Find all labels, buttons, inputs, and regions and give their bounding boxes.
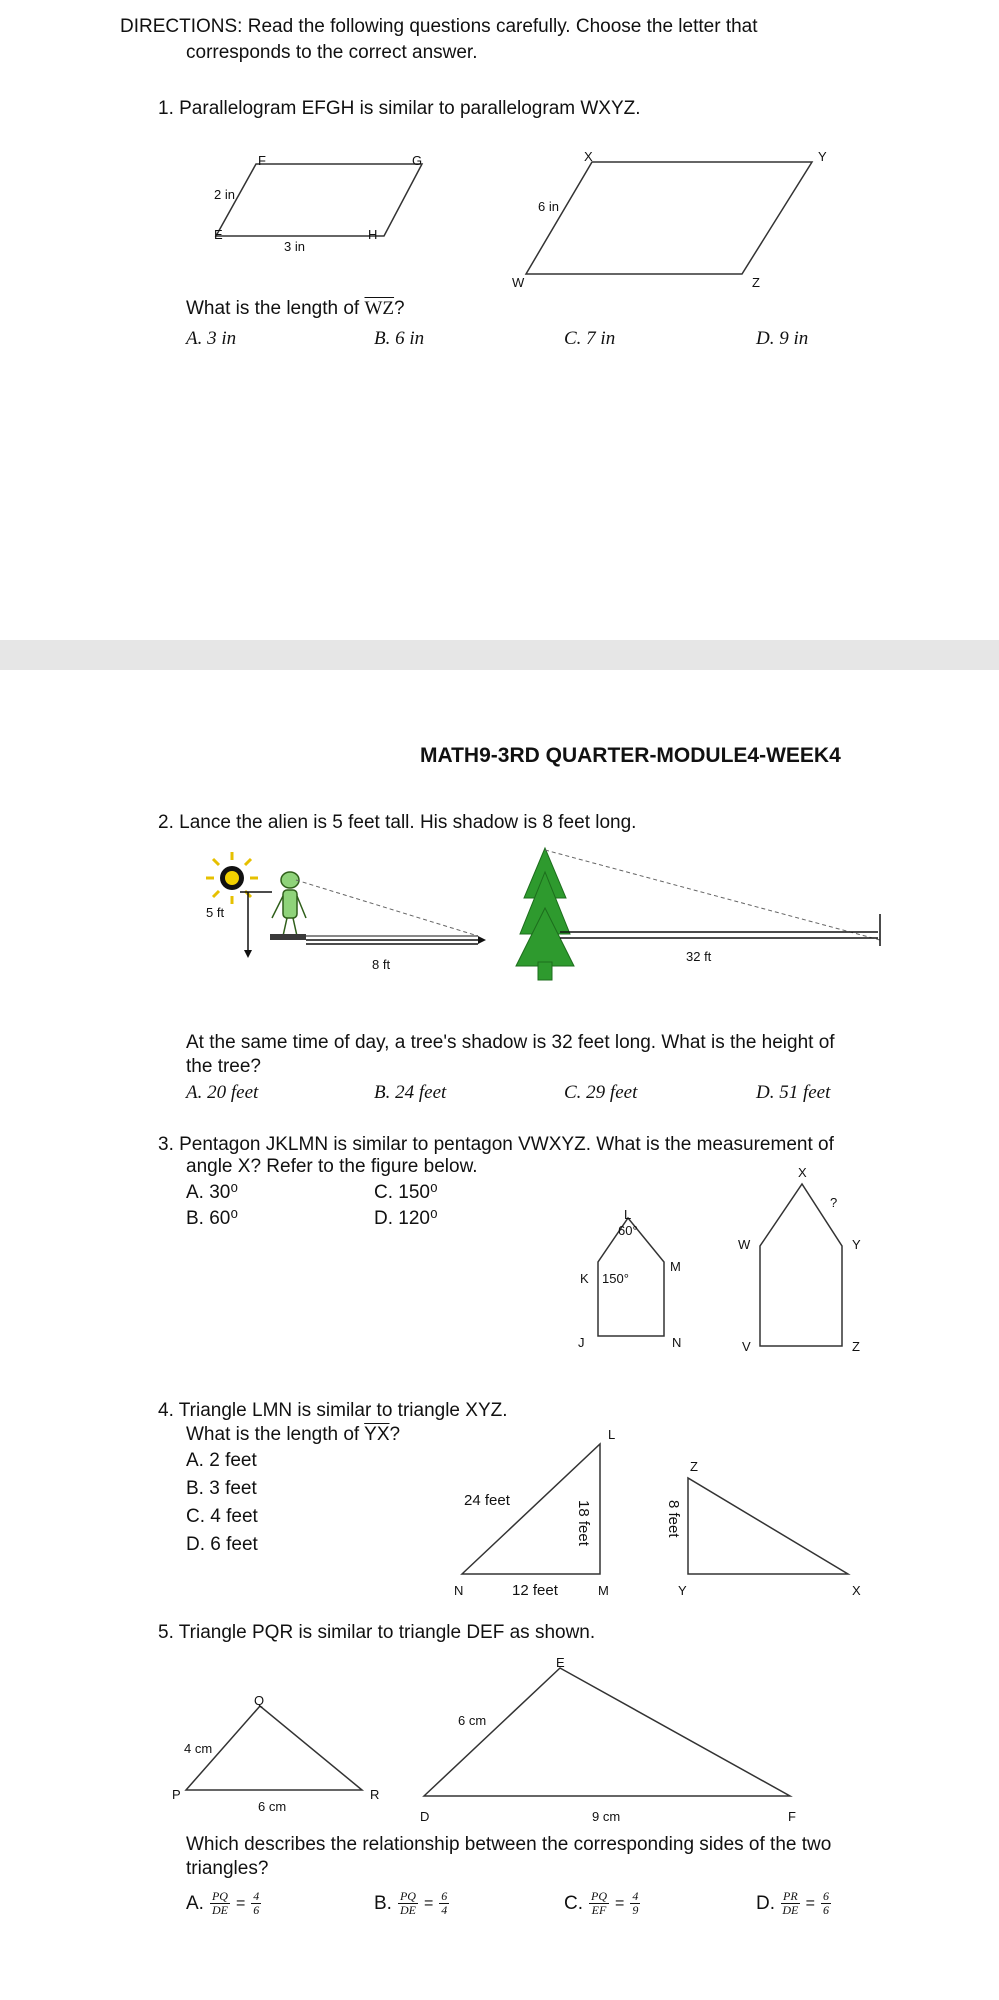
q5-label-6cm-small: 6 cm — [258, 1799, 287, 1814]
q5-option-a-equals: = — [235, 1894, 246, 1912]
q1-label-H: H — [368, 227, 378, 242]
q5-a-rnum: 4 — [253, 1889, 260, 1903]
q1-option-a[interactable]: A. 3 in — [186, 328, 237, 349]
q5-c-lden: EF — [591, 1903, 607, 1917]
q5-label-9cm: 9 cm — [592, 1809, 621, 1824]
q5-option-b-right-fraction — [439, 1890, 449, 1917]
q2-option-a[interactable]: A. 20 feet — [186, 1082, 259, 1103]
q5-b-lden: DE — [399, 1903, 416, 1917]
q5-option-c-letter: C. — [564, 1892, 583, 1914]
q1-option-b[interactable]: B. 6 in — [374, 328, 425, 349]
directions-line-2: corresponds to the correct answer. — [186, 42, 478, 63]
q2-label-5ft: 5 ft — [206, 905, 225, 920]
q1-stem: 1. Parallelogram EFGH is similar to parallelogram WXYZ. — [158, 98, 641, 119]
q2-stem: 2. Lance the alien is 5 feet tall. His shadow is 8 feet long. — [158, 812, 637, 833]
directions-line-1: DIRECTIONS: Read the following questions carefully. Choose the letter that — [120, 16, 758, 37]
q5-c-rden: 9 — [632, 1903, 639, 1917]
q5-c-lnum: PQ — [591, 1889, 607, 1903]
q5-option-d-left-fraction — [781, 1890, 800, 1917]
q5-option-c-right-fraction — [630, 1890, 640, 1917]
q4-prompt-end: ? — [389, 1424, 401, 1445]
q4-option-d[interactable]: D. 6 feet — [186, 1534, 258, 1555]
q4-prompt-text: What is the length of — [186, 1424, 365, 1445]
q5-option-b-letter: B. — [374, 1892, 392, 1914]
q5-option-b-equals: = — [423, 1894, 434, 1912]
q5-question-line-1: Which describes the relationship between the corresponding sides of the two — [186, 1834, 832, 1855]
q5-option-d-right-fraction — [821, 1890, 831, 1917]
q5-a-lnum: PQ — [211, 1889, 228, 1903]
q3-label-J: J — [578, 1335, 585, 1350]
q4-label-18ft: 18 feet — [575, 1500, 592, 1546]
q4-label-N: N — [454, 1583, 464, 1598]
q5-label-F: F — [788, 1809, 796, 1824]
q4-option-c[interactable]: C. 4 feet — [186, 1506, 258, 1527]
q1-label-3in: 3 in — [284, 239, 305, 254]
q3-label-Z: Z — [852, 1339, 860, 1354]
q4-segment: $\overline{YX}$ — [364, 1424, 390, 1445]
q4-label-Z: Z — [690, 1459, 698, 1474]
q3-label-K: K — [580, 1271, 589, 1286]
q2-label-32ft: 32 ft — [686, 949, 712, 964]
q2-option-b[interactable]: B. 24 feet — [374, 1082, 447, 1103]
q5-d-rden: 6 — [823, 1903, 830, 1917]
q5-label-P: P — [172, 1787, 181, 1802]
q5-a-rden: 6 — [253, 1903, 260, 1917]
q3-option-b[interactable]: B. 60⁰ — [186, 1208, 238, 1229]
q5-option-d[interactable] — [756, 1890, 831, 1917]
q1-label-6in: 6 in — [538, 199, 559, 214]
q5-option-c-left-fraction — [589, 1890, 609, 1917]
q4-option-a[interactable]: A. 2 feet — [186, 1450, 257, 1471]
q4-option-b[interactable]: B. 3 feet — [186, 1478, 257, 1499]
q3-stem-line-1: 3. Pentagon JKLMN is similar to pentagon VWXYZ. What is the measurement of — [158, 1134, 834, 1155]
q5-option-a[interactable] — [186, 1890, 261, 1917]
q5-label-E: E — [556, 1655, 565, 1670]
module-title: MATH9-3RD QUARTER-MODULE4-WEEK4 — [420, 744, 841, 767]
q3-label-N: N — [672, 1335, 682, 1350]
q5-option-b-left-fraction — [398, 1890, 418, 1917]
q3-option-d[interactable]: D. 120⁰ — [374, 1208, 438, 1229]
q2-label-8ft: 8 ft — [372, 957, 391, 972]
q5-question-line-2: triangles? — [186, 1858, 269, 1879]
q3-option-c[interactable]: C. 150⁰ — [374, 1182, 438, 1203]
q5-b-lnum: PQ — [399, 1889, 416, 1903]
q2-question-line-2: the tree? — [186, 1056, 261, 1077]
q5-label-D: D — [420, 1809, 430, 1824]
q1-option-c[interactable]: C. 7 in — [564, 328, 616, 349]
q5-option-c-equals: = — [615, 1894, 625, 1912]
q5-b-rden: 4 — [441, 1903, 448, 1917]
q3-label-unknown: ? — [830, 1195, 838, 1210]
q5-option-a-letter: A. — [186, 1892, 204, 1914]
q4-label-X: X — [852, 1583, 861, 1598]
q4-label-8ft: 8 feet — [665, 1500, 682, 1538]
q5-option-d-equals: = — [805, 1894, 816, 1912]
q5-d-lnum: PR — [783, 1889, 798, 1903]
q1-label-F: F — [258, 153, 266, 168]
q5-d-rnum: 6 — [823, 1889, 830, 1903]
q5-label-Q: Q — [254, 1693, 265, 1708]
q3-label-M: M — [670, 1259, 681, 1274]
q3-label-V: V — [742, 1339, 751, 1354]
q3-label-150: 150° — [602, 1271, 629, 1286]
q2-option-d[interactable]: D. 51 feet — [756, 1082, 831, 1103]
q3-stem-line-2: angle X? Refer to the figure below. — [186, 1156, 478, 1177]
q1-option-d[interactable]: D. 9 in — [756, 328, 809, 349]
q3-label-Y: Y — [852, 1237, 861, 1252]
q5-label-6cm-large: 6 cm — [458, 1713, 487, 1728]
q5-label-R: R — [370, 1787, 380, 1802]
q1-label-G: G — [412, 153, 423, 168]
q1-label-Z: Z — [752, 275, 760, 290]
q5-a-lden: DE — [211, 1903, 228, 1917]
q1-label-X: X — [584, 149, 593, 164]
q5-option-b[interactable] — [374, 1890, 449, 1917]
q5-stem: 5. Triangle PQR is similar to triangle DEF as shown. — [158, 1622, 596, 1643]
q1-label-W: W — [512, 275, 525, 290]
q3-label-L: L — [624, 1207, 632, 1222]
q3-option-a[interactable]: A. 30⁰ — [186, 1182, 238, 1203]
q5-option-a-right-fraction — [251, 1890, 261, 1917]
q4-stem: 4. Triangle LMN is similar to triangle XYZ. — [158, 1400, 508, 1421]
q5-label-4cm: 4 cm — [184, 1741, 213, 1756]
q3-label-X: X — [798, 1165, 807, 1180]
q2-option-c[interactable]: C. 29 feet — [564, 1082, 638, 1103]
q1-label-Y: Y — [818, 149, 827, 164]
q4-label-L: L — [608, 1427, 616, 1442]
q5-c-rnum: 4 — [632, 1889, 639, 1903]
q5-option-d-letter: D. — [756, 1892, 775, 1914]
q1-prompt-text: What is the length of — [186, 298, 365, 319]
q1-prompt-end: ? — [394, 298, 405, 319]
q1-label-E: E — [214, 227, 223, 242]
q5-b-rnum: 6 — [441, 1889, 448, 1903]
q3-label-W: W — [738, 1237, 751, 1252]
q4-label-12ft: 12 feet — [512, 1582, 558, 1599]
q5-d-lden: DE — [782, 1903, 799, 1917]
q5-option-c[interactable] — [564, 1890, 640, 1917]
q3-label-60: 60° — [618, 1223, 638, 1238]
q2-question-line-1: At the same time of day, a tree's shadow is 32 feet long. What is the height of — [186, 1032, 835, 1053]
q1-segment: $\overline{WZ}$ — [364, 298, 395, 319]
q5-option-a-left-fraction — [210, 1890, 230, 1917]
q4-label-Y: Y — [678, 1583, 687, 1598]
q4-label-M: M — [598, 1583, 609, 1598]
q4-label-24ft: 24 feet — [464, 1492, 510, 1509]
q1-label-2in: 2 in — [214, 187, 235, 202]
